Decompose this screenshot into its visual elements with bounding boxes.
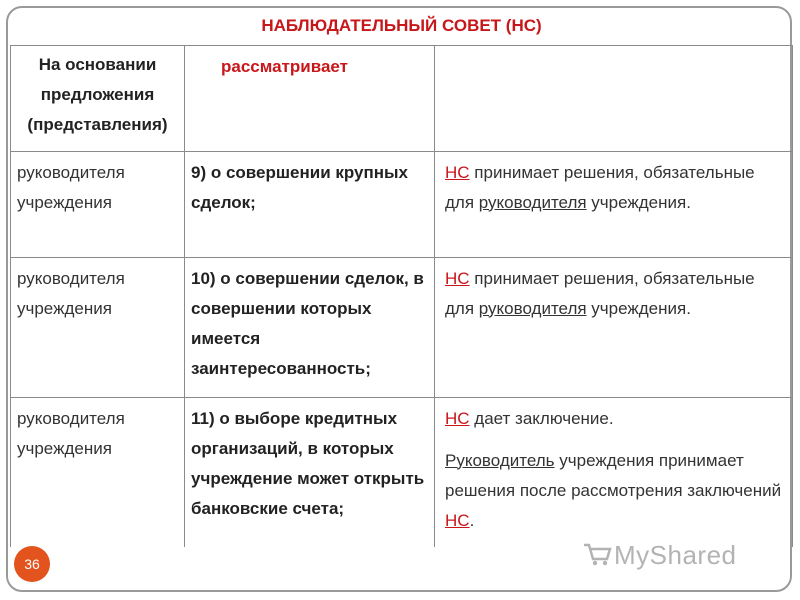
ns-link[interactable]: НС [445, 408, 470, 428]
director-link[interactable]: руководителя [478, 298, 587, 318]
matter-cell: 10) о совершении сделок, в совершении которых имеется заинтересованность; [185, 257, 435, 397]
decision-end: учреждения. [586, 192, 691, 212]
watermark [582, 540, 737, 570]
matter-cell: 9) о совершении крупных сделок; [185, 151, 435, 257]
matter-cell: 11) о выборе кредитных организаций, в которых учреждение может открыть банковские счета; [185, 397, 435, 547]
ns-link[interactable]: НС [445, 162, 470, 182]
ns-link[interactable]: НС [445, 510, 470, 530]
proposer-cell: руководителя учреждения [11, 257, 185, 397]
decision-text: принимает решения, обязательные для [445, 162, 755, 212]
table-row [11, 257, 793, 397]
header-empty [435, 45, 793, 151]
decision-cell [435, 397, 793, 547]
table-title: НАБЛЮДАТЕЛЬНЫЙ СОВЕТ (НС) [11, 8, 793, 45]
decision-end: . [469, 510, 475, 530]
decision-cell [435, 257, 793, 397]
council-table [10, 8, 793, 547]
ns-link[interactable]: НС [445, 268, 470, 288]
decision-text: принимает решения, обязательные для [445, 268, 755, 318]
header-considers: рассматривает [185, 45, 435, 151]
decision-text-2: учреждения принимает решения после рассмотрения заключений [445, 450, 782, 500]
decision-end: учреждения. [586, 298, 691, 318]
title-row [11, 8, 793, 45]
director-link[interactable]: руководителя [478, 192, 587, 212]
director-link[interactable]: Руководитель [445, 450, 555, 470]
slide-number-badge: 36 [14, 546, 50, 582]
decision-text: дает заключение. [469, 408, 614, 428]
proposer-cell: руководителя учреждения [11, 397, 185, 547]
table-row [11, 397, 793, 547]
header-basis: На основании предложения (представления) [11, 45, 185, 151]
table-row [11, 151, 793, 257]
decision-cell [435, 151, 793, 257]
watermark-text: MyShared [614, 540, 737, 570]
header-row [11, 45, 793, 151]
proposer-cell: руководителя учреждения [11, 151, 185, 257]
cart-icon [582, 541, 612, 573]
